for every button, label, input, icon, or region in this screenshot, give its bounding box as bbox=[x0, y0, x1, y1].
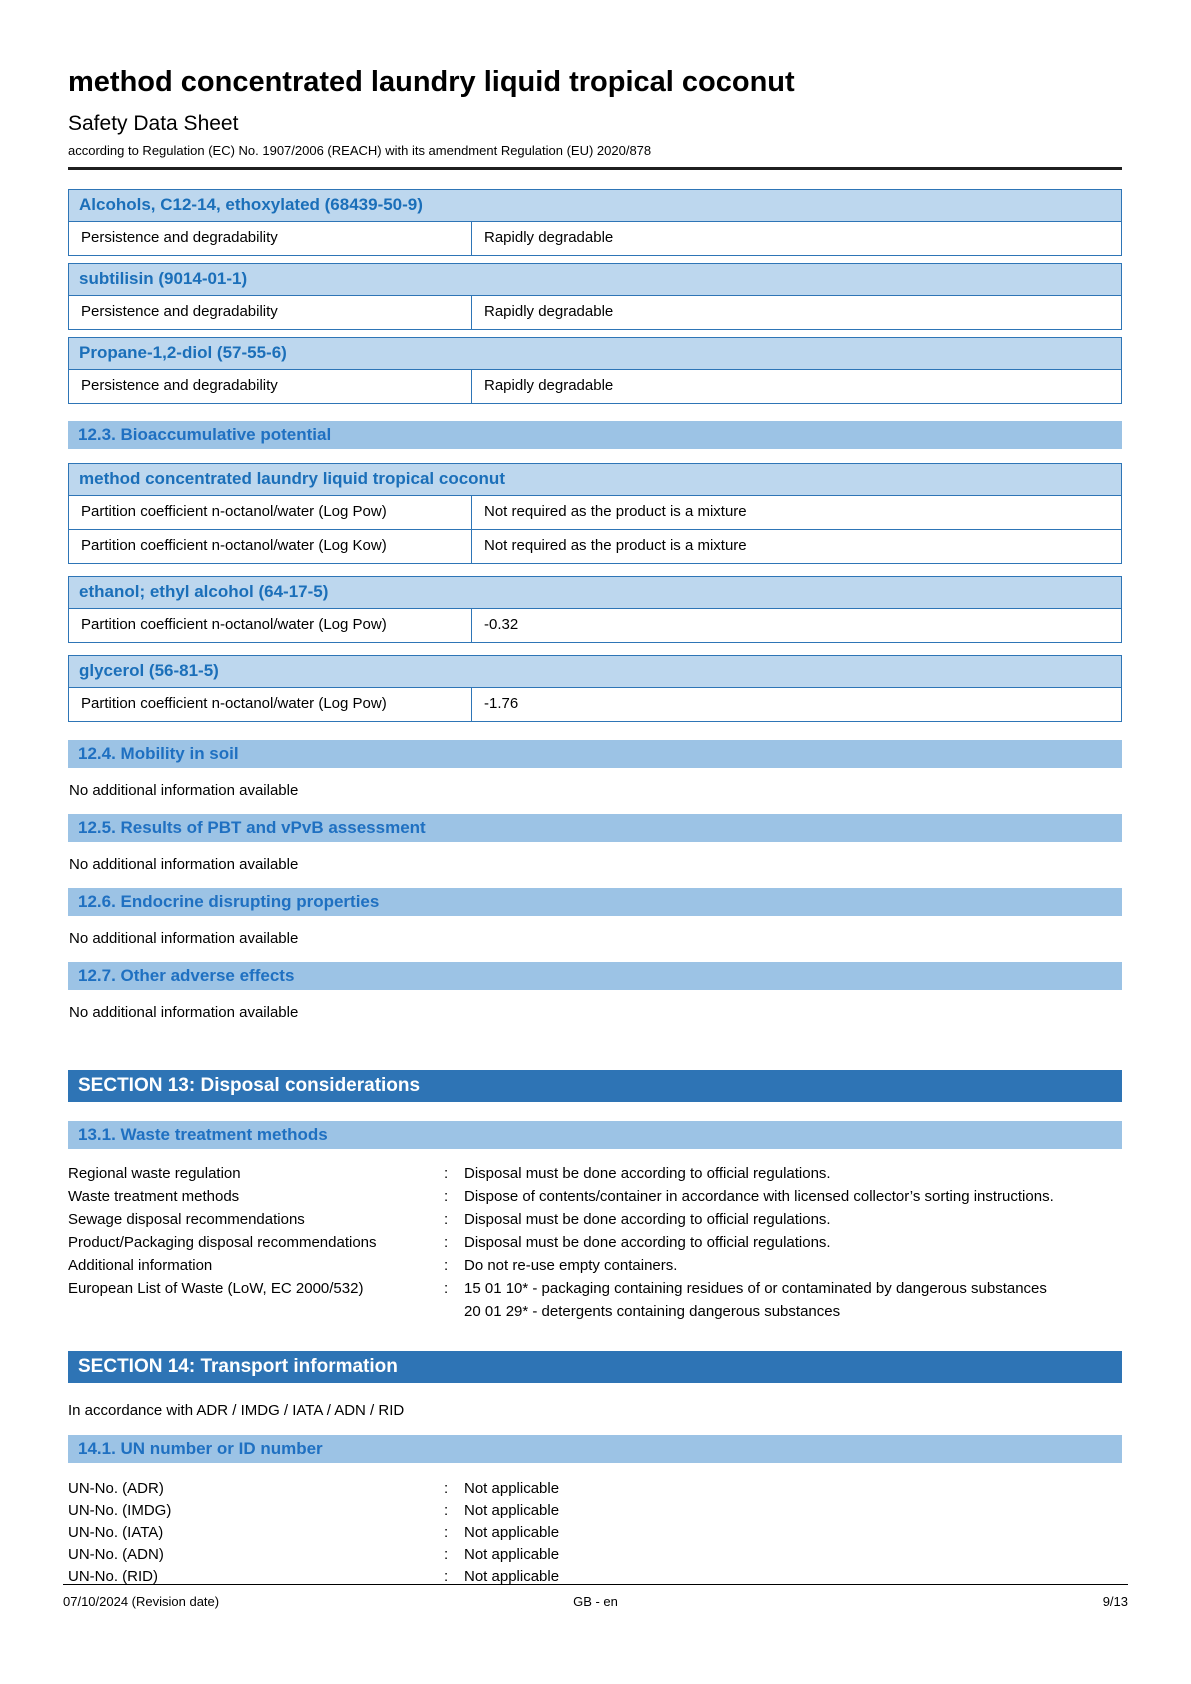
item-label: UN-No. (ADR) bbox=[68, 1480, 164, 1497]
item-colon: : bbox=[444, 1524, 449, 1541]
item-colon: : bbox=[444, 1480, 449, 1497]
item-value: 15 01 10* - packaging containing residues of or contaminated by dangerous substances bbox=[464, 1280, 1047, 1297]
document-type-label: Safety Data Sheet bbox=[68, 112, 239, 135]
item-value: Disposal must be done according to official regulations. bbox=[464, 1165, 831, 1182]
item-value: Not applicable bbox=[464, 1568, 560, 1585]
substance-table-title: ethanol; ethyl alcohol (64-17-5) bbox=[69, 577, 1121, 609]
item-value: Dispose of contents/container in accordance with licensed collector’s sorting instructions. bbox=[464, 1188, 1054, 1205]
table-cell-label: Persistence and degradability bbox=[81, 377, 278, 394]
table-cell-label: Partition coefficient n-octanol/water (Log Pow) bbox=[81, 616, 387, 633]
list-item bbox=[68, 1162, 1122, 1185]
section-14-heading: SECTION 14: Transport information bbox=[68, 1351, 1122, 1383]
list-item bbox=[68, 1231, 1122, 1254]
list-item bbox=[68, 1478, 1122, 1500]
un-number-list bbox=[68, 1478, 1122, 1588]
table-cell-value: -1.76 bbox=[471, 688, 1121, 721]
item-value: Disposal must be done according to official regulations. bbox=[464, 1234, 831, 1251]
substance-table-title: subtilisin (9014-01-1) bbox=[69, 264, 1121, 296]
substance-table-subtilisin bbox=[68, 263, 1122, 330]
item-value: Do not re-use empty containers. bbox=[464, 1257, 678, 1274]
table-row bbox=[69, 222, 1121, 255]
subsection-heading-12-5: 12.5. Results of PBT and vPvB assessment bbox=[68, 814, 1122, 842]
no-info-text: No additional information available bbox=[69, 856, 299, 873]
item-colon-empty bbox=[444, 1300, 464, 1323]
table-row bbox=[69, 529, 1121, 563]
footer-page-number: 9/13 bbox=[1102, 1594, 1128, 1609]
footer-locale: GB - en bbox=[573, 1594, 618, 1609]
waste-treatment-list bbox=[68, 1162, 1122, 1323]
table-cell-value: Rapidly degradable bbox=[471, 370, 1121, 403]
table-row bbox=[69, 496, 1121, 529]
substance-table-glycerol bbox=[68, 655, 1122, 722]
item-colon: : bbox=[444, 1502, 449, 1519]
substance-table-propanediol bbox=[68, 337, 1122, 404]
subsection-heading-12-7: 12.7. Other adverse effects bbox=[68, 962, 1122, 990]
table-cell-value: Rapidly degradable bbox=[471, 296, 1121, 329]
no-info-text: No additional information available bbox=[69, 1004, 299, 1021]
substance-table-title: Propane-1,2-diol (57-55-6) bbox=[69, 338, 1121, 370]
item-label-empty bbox=[68, 1300, 444, 1323]
item-label: UN-No. (IMDG) bbox=[68, 1502, 172, 1519]
item-colon: : bbox=[444, 1188, 449, 1205]
no-info-text: No additional information available bbox=[69, 930, 299, 947]
item-colon: : bbox=[444, 1568, 449, 1585]
subsection-heading-12-3: 12.3. Bioaccumulative potential bbox=[68, 421, 1122, 449]
item-label: Product/Packaging disposal recommendations bbox=[68, 1234, 377, 1251]
table-row bbox=[69, 370, 1121, 403]
table-cell-value: Not required as the product is a mixture bbox=[471, 496, 1121, 529]
item-value: Disposal must be done according to official regulations. bbox=[464, 1211, 831, 1228]
substance-table-title: method concentrated laundry liquid tropical coconut bbox=[69, 464, 1121, 496]
item-colon: : bbox=[444, 1546, 449, 1563]
substance-table-alcohols bbox=[68, 189, 1122, 256]
footer-revision-date: 07/10/2024 (Revision date) bbox=[63, 1594, 220, 1609]
item-value: 20 01 29* - detergents containing dangerous substances bbox=[464, 1303, 841, 1320]
table-cell-label: Partition coefficient n-octanol/water (Log Pow) bbox=[81, 503, 387, 520]
item-label: European List of Waste (LoW, EC 2000/532) bbox=[68, 1280, 364, 1297]
table-row bbox=[69, 296, 1121, 329]
table-row bbox=[69, 609, 1121, 642]
item-colon: : bbox=[444, 1257, 449, 1274]
item-value: Not applicable bbox=[464, 1502, 560, 1519]
list-item bbox=[68, 1185, 1122, 1208]
page-content bbox=[68, 0, 1122, 1588]
item-colon: : bbox=[444, 1280, 449, 1297]
table-row bbox=[69, 688, 1121, 721]
subsection-heading-14-1: 14.1. UN number or ID number bbox=[68, 1435, 1122, 1463]
table-cell-label: Persistence and degradability bbox=[81, 229, 278, 246]
table-cell-label: Persistence and degradability bbox=[81, 303, 278, 320]
product-title: method concentrated laundry liquid tropical coconut bbox=[68, 66, 795, 98]
substance-table-title: glycerol (56-81-5) bbox=[69, 656, 1121, 688]
list-item bbox=[68, 1208, 1122, 1231]
table-cell-label: Partition coefficient n-octanol/water (Log Pow) bbox=[81, 695, 387, 712]
item-colon: : bbox=[444, 1234, 449, 1251]
substance-table-ethanol bbox=[68, 576, 1122, 643]
item-label: Regional waste regulation bbox=[68, 1165, 241, 1182]
page-footer bbox=[63, 1584, 1128, 1609]
subsection-heading-13-1: 13.1. Waste treatment methods bbox=[68, 1121, 1122, 1149]
item-label: Sewage disposal recommendations bbox=[68, 1211, 305, 1228]
no-info-text: No additional information available bbox=[69, 782, 299, 799]
table-cell-value: Not required as the product is a mixture bbox=[471, 530, 1121, 563]
item-label: UN-No. (RID) bbox=[68, 1568, 158, 1585]
item-colon: : bbox=[444, 1165, 449, 1182]
section-13-heading: SECTION 13: Disposal considerations bbox=[68, 1070, 1122, 1102]
item-label: Waste treatment methods bbox=[68, 1188, 240, 1205]
list-item bbox=[68, 1544, 1122, 1566]
table-cell-value: -0.32 bbox=[471, 609, 1121, 642]
substance-table-product bbox=[68, 463, 1122, 564]
item-colon: : bbox=[444, 1211, 449, 1228]
item-value: Not applicable bbox=[464, 1480, 560, 1497]
substance-table-title: Alcohols, C12-14, ethoxylated (68439-50-9) bbox=[69, 190, 1121, 222]
list-item bbox=[68, 1277, 1122, 1300]
list-item bbox=[68, 1500, 1122, 1522]
item-value: Not applicable bbox=[464, 1546, 560, 1563]
table-cell-value: Rapidly degradable bbox=[471, 222, 1121, 255]
item-label: UN-No. (ADN) bbox=[68, 1546, 164, 1563]
item-label: Additional information bbox=[68, 1257, 213, 1274]
table-cell-label: Partition coefficient n-octanol/water (Log Kow) bbox=[81, 537, 387, 554]
transport-accordance-note: In accordance with ADR / IMDG / IATA / ADN / RID bbox=[68, 1402, 405, 1419]
regulation-reference: according to Regulation (EC) No. 1907/2006 (REACH) with its amendment Regulation (EU) 2020/878 bbox=[68, 143, 652, 158]
subsection-heading-12-6: 12.6. Endocrine disrupting properties bbox=[68, 888, 1122, 916]
item-value: Not applicable bbox=[464, 1524, 560, 1541]
header-divider bbox=[68, 167, 1122, 170]
item-label: UN-No. (IATA) bbox=[68, 1524, 164, 1541]
subsection-heading-12-4: 12.4. Mobility in soil bbox=[68, 740, 1122, 768]
list-item bbox=[68, 1522, 1122, 1544]
list-item bbox=[68, 1254, 1122, 1277]
list-item-continuation bbox=[68, 1300, 1122, 1323]
